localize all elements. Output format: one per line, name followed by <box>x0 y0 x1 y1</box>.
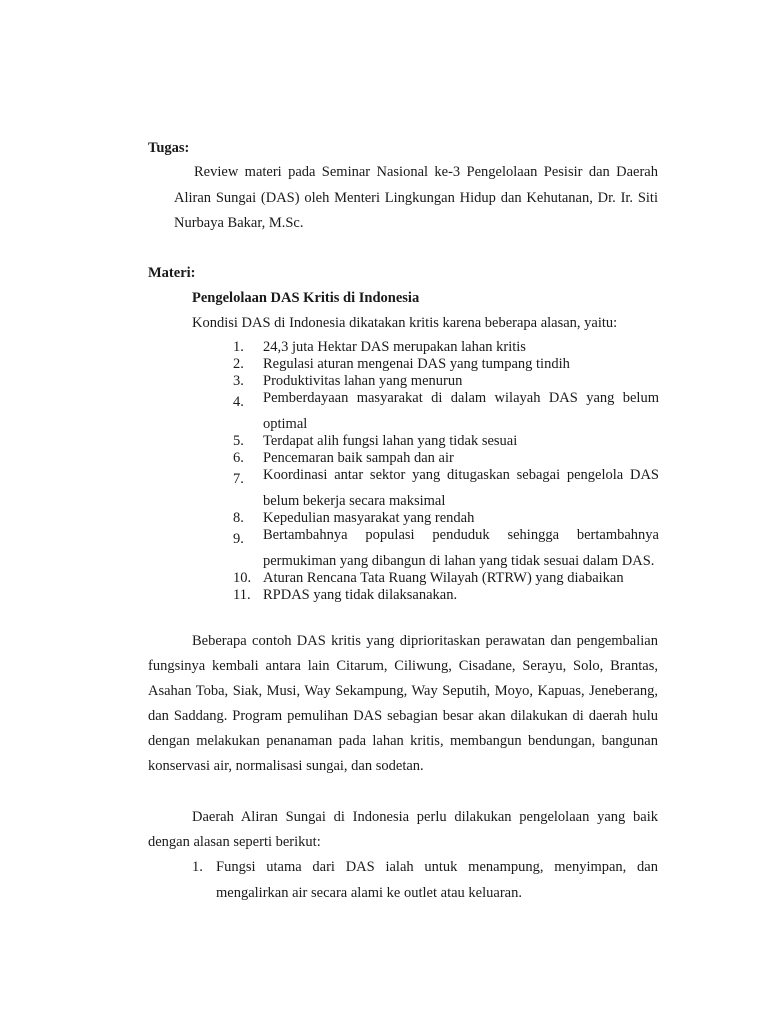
reasons-list <box>233 339 659 604</box>
list-text: Bertambahnya populasi penduduk sehingga bertambahnya permukiman yang dibangun di lahan yang tidak sesuai dalam DAS. <box>263 527 659 569</box>
list-item <box>233 386 659 437</box>
section-subtitle: Pengelolaan DAS Kritis di Indonesia <box>192 290 420 306</box>
list-number: 1. <box>233 339 244 355</box>
list-text: Regulasi aturan mengenai DAS yang tumpang tindih <box>263 356 570 372</box>
list-text: 24,3 juta Hektar DAS merupakan lahan kritis <box>263 339 526 355</box>
list-text: Produktivitas lahan yang menurun <box>263 373 463 389</box>
list-number: 6. <box>233 450 244 466</box>
list-text: Pencemaran baik sampah dan air <box>263 450 454 466</box>
list-item <box>233 570 659 587</box>
intro-paragraph: Kondisi DAS di Indonesia dikatakan kritis karena beberapa alasan, yaitu: <box>192 315 618 331</box>
list-number: 8. <box>233 510 244 526</box>
list-item <box>233 356 659 373</box>
list-item <box>233 523 659 574</box>
list-text: Kepedulian masyarakat yang rendah <box>263 510 475 526</box>
list-text: Aturan Rencana Tata Ruang Wilayah (RTRW) yang diabaikan <box>263 570 624 586</box>
list-text: Fungsi utama dari DAS ialah untuk menampung, menyimpan, dan mengalirkan air secara alami ke outlet atau keluaran. <box>216 859 658 901</box>
list-number: 10. <box>233 570 252 586</box>
body-paragraph-1: Beberapa contoh DAS kritis yang diprioritaskan perawatan dan pengembalian fungsinya kembali antara lain Citarum, Ciliwung, Cisadane, Serayu, Solo, Brantas, Asahan Toba, Siak, Musi, Way Sekampung, Way Seputih, Moyo, Kapuas, Jeneberang, dan Saddang. Program pemulihan DAS sebagian besar akan dilakukan di daerah hulu dengan melakukan penanaman pada lahan kritis, membangun bendungan, bangunan konservasi air, normalisasi sungai, dan sodetan. <box>148 633 658 774</box>
list-number: 7. <box>233 471 244 487</box>
list-number: 5. <box>233 433 244 449</box>
list-item <box>192 855 658 906</box>
list-text: Koordinasi antar sektor yang ditugaskan sebagai pengelola DAS belum bekerja secara maksimal <box>263 467 659 509</box>
list-text: RPDAS yang tidak dilaksanakan. <box>263 587 458 603</box>
list-number: 11. <box>233 587 251 603</box>
list-number: 2. <box>233 356 244 372</box>
tugas-heading: Tugas: <box>148 140 190 156</box>
functions-list <box>192 855 658 906</box>
list-number: 4. <box>233 394 244 410</box>
list-text: Terdapat alih fungsi lahan yang tidak sesuai <box>263 433 518 449</box>
list-item <box>233 463 659 514</box>
materi-heading: Materi: <box>148 265 196 281</box>
list-text: Pemberdayaan masyarakat di dalam wilayah DAS yang belum optimal <box>263 390 659 432</box>
list-number: 9. <box>233 531 244 547</box>
list-number: 3. <box>233 373 244 389</box>
list-item <box>233 587 659 604</box>
list-item <box>233 433 659 450</box>
list-item <box>233 339 659 356</box>
list-number: 1. <box>192 859 203 875</box>
tugas-paragraph: Review materi pada Seminar Nasional ke-3 Pengelolaan Pesisir dan Daerah Aliran Sungai (DAS) oleh Menteri Lingkungan Hidup dan Kehutanan, Dr. Ir. Siti Nurbaya Bakar, M.Sc. <box>174 164 658 231</box>
body-paragraph-2: Daerah Aliran Sungai di Indonesia perlu dilakukan pengelolaan yang baik dengan alasan seperti berikut: <box>148 809 658 850</box>
